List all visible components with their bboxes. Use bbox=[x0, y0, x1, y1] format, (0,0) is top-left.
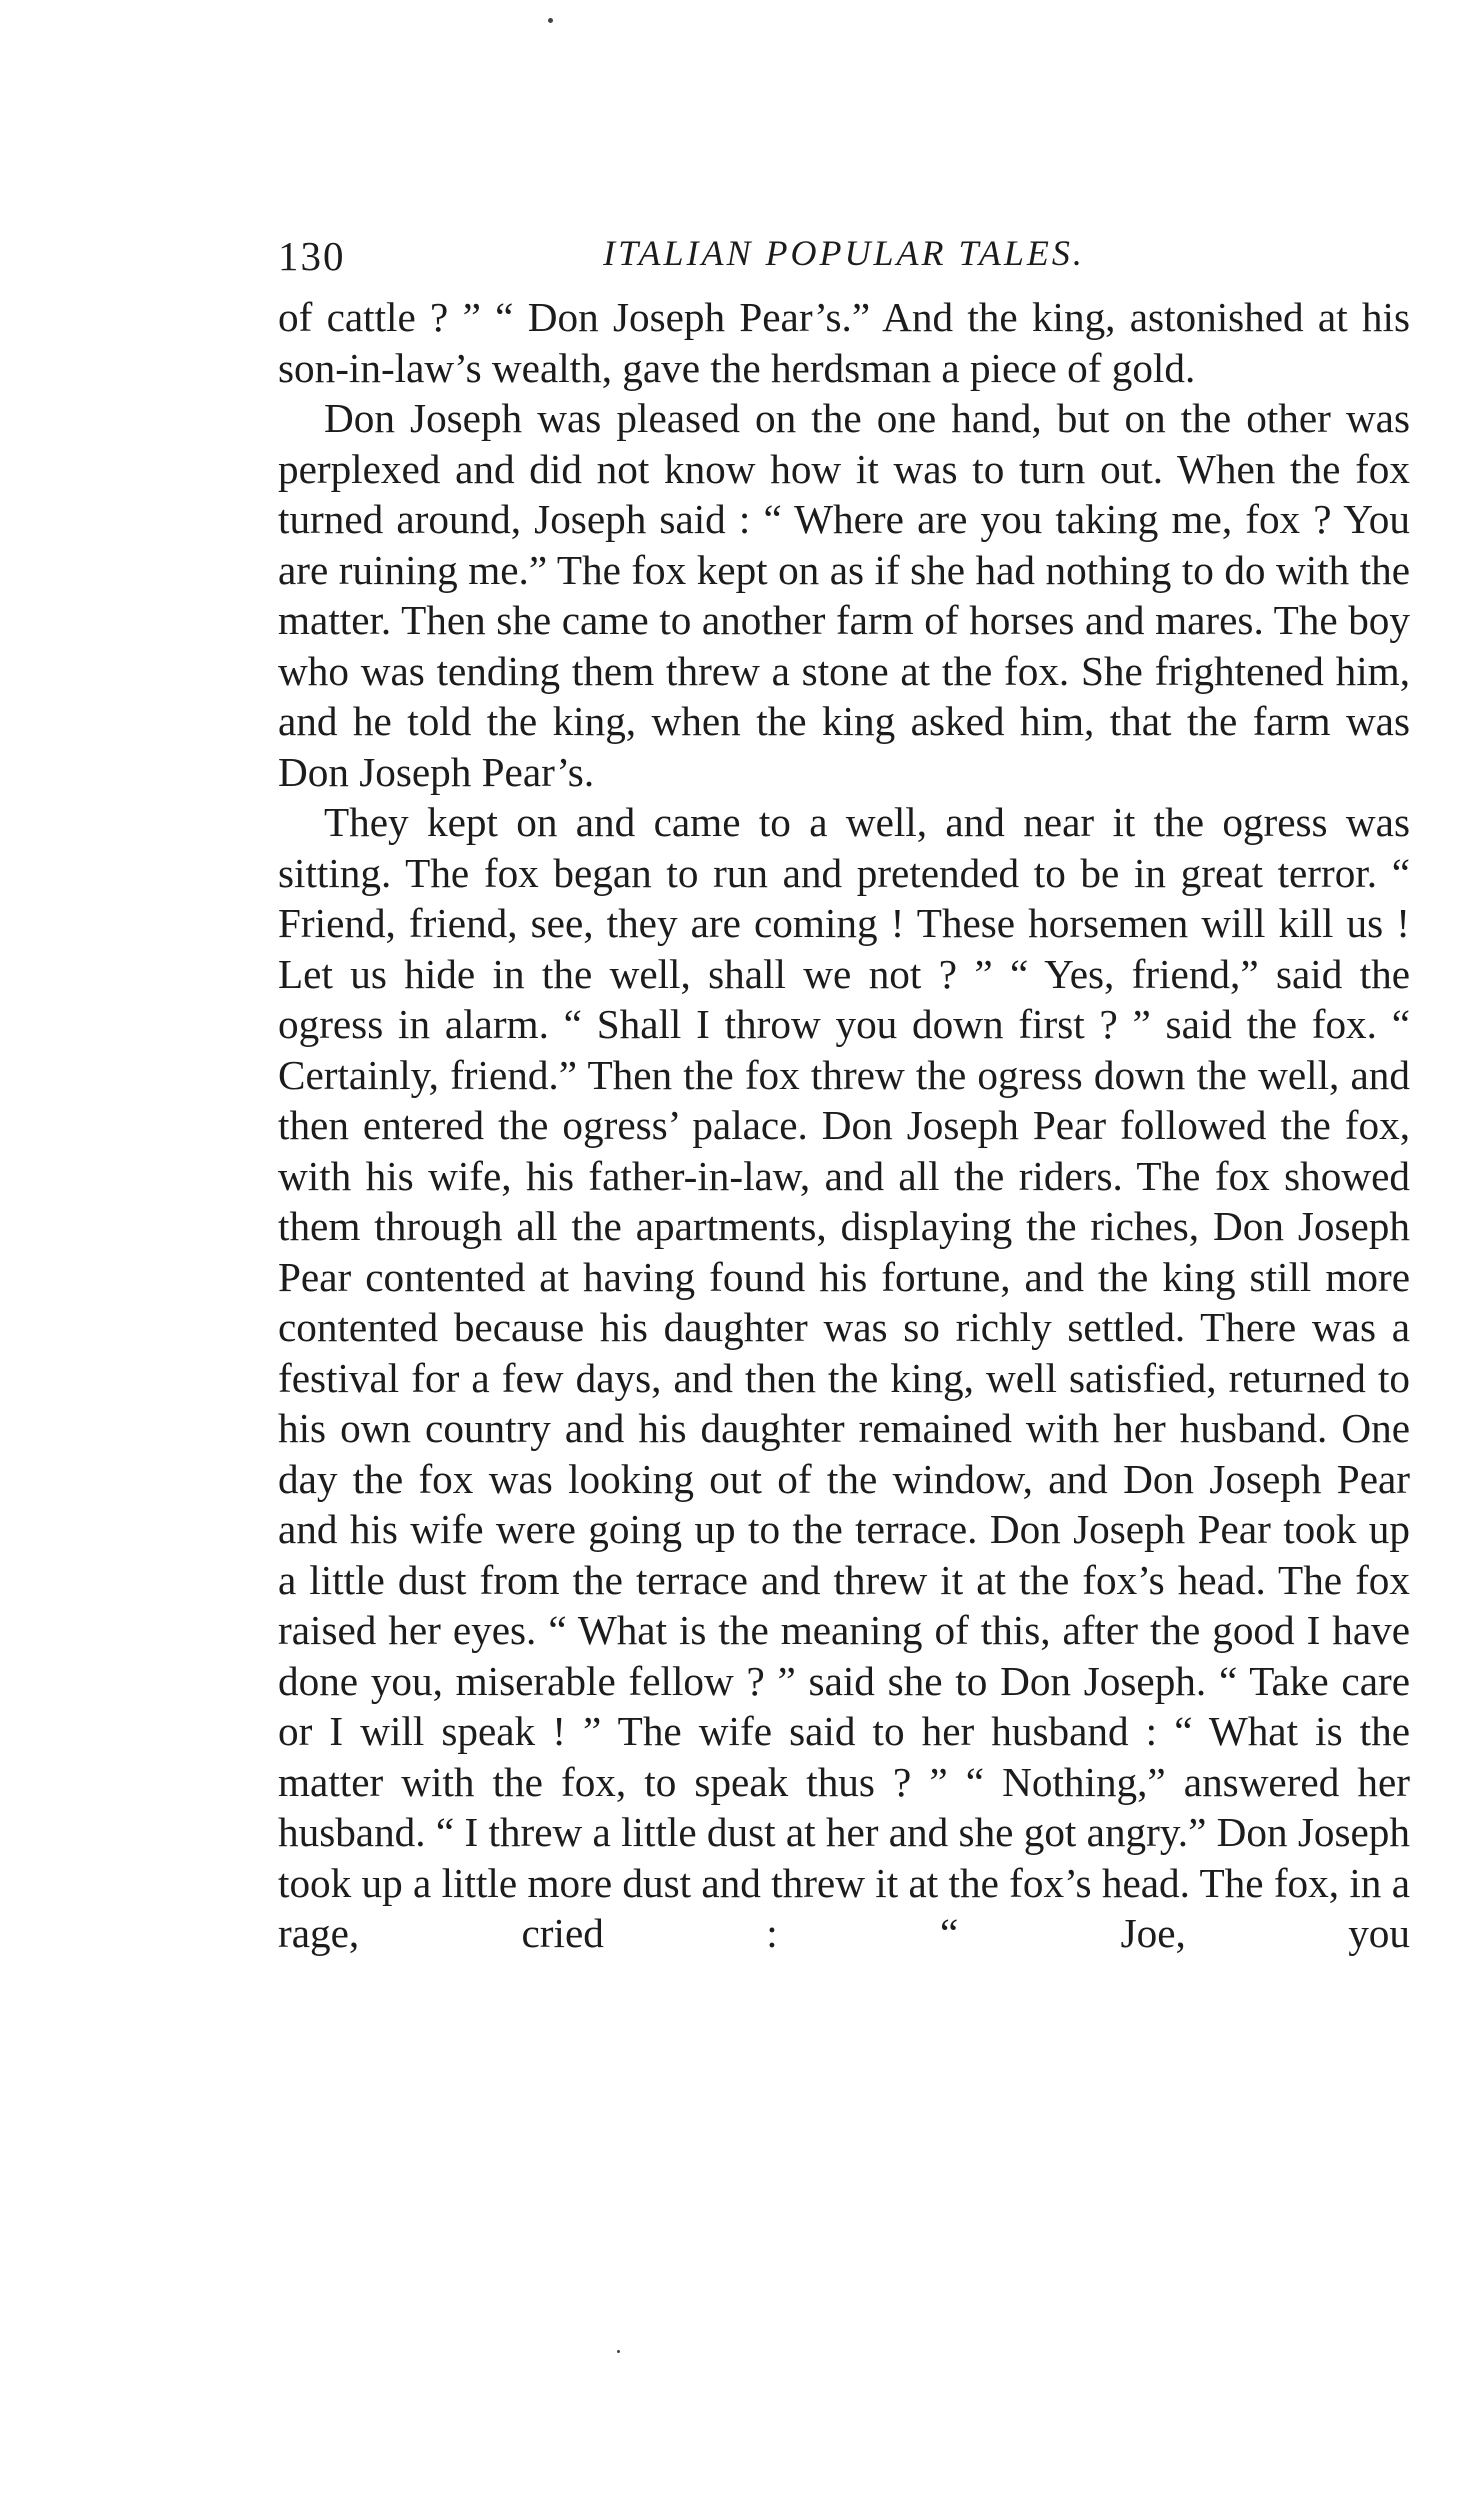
running-head bbox=[278, 232, 1410, 292]
body-text bbox=[278, 292, 1410, 1959]
page-number: 130 bbox=[278, 233, 346, 279]
paragraph: They kept on and came to a well, and near it the ogress was sitting. The fox began to run and pretended to be in great terror. “ Friend, friend, see, they are coming ! These horsemen will kill us ! Let us hide in the well, shall we not ? ” “ Yes, friend,” said the ogress in alarm. “ Shall I throw you down first ? ” said the fox. “ Certainly, friend.” Then the fox threw the ogress down the well, and then entered the ogress’ palace. Don Joseph Pear followed the fox, with his wife, his father-in-law, and all the riders. The fox showed them through all the apartments, displaying the riches, Don Joseph Pear contented at having found his fortune, and the king still more contented because his daughter was so richly settled. There was a festival for a few days, and then the king, well satisfied, returned to his own country and his daughter remained with her husband. One day the fox was looking out of the window, and Don Joseph Pear and his wife were going up to the terrace. Don Joseph Pear took up a little dust from the terrace and threw it at the fox’s head. The fox raised her eyes. “ What is the meaning of this, after the good I have done you, miserable fellow ? ” said she to Don Joseph. “ Take care or I will speak ! ” The wife said to her husband : “ What is the matter with the fox, to speak thus ? ” “ Nothing,” answered her husband. “ I threw a little dust at her and she got angry.” Don Joseph took up a little more dust and threw it at the fox’s head. The fox, in a rage, cried : “ Joe, you bbox=[278, 799, 1410, 1956]
paragraph-continuation: of cattle ? ” “ Don Joseph Pear’s.” And the king, astonished at his son-in-law’s wealth, gave the herdsman a piece of gold. bbox=[278, 294, 1410, 391]
print-speck bbox=[617, 2350, 620, 2353]
paragraph: Don Joseph was pleased on the one hand, but on the other was perplexed and did not know how it was to turn out. When the fox turned around, Joseph said : “ Where are you taking me, fox ? You are ruining me.” The fox kept on as if she had nothing to do with the matter. Then she came to another farm of horses and mares. The boy who was tending them threw a stone at the fox. She frightened him, and he told the king, when the king asked him, that the farm was Don Joseph Pear’s. bbox=[278, 395, 1410, 795]
running-title: ITALIAN POPULAR TALES. bbox=[603, 233, 1085, 273]
print-speck bbox=[548, 18, 553, 23]
